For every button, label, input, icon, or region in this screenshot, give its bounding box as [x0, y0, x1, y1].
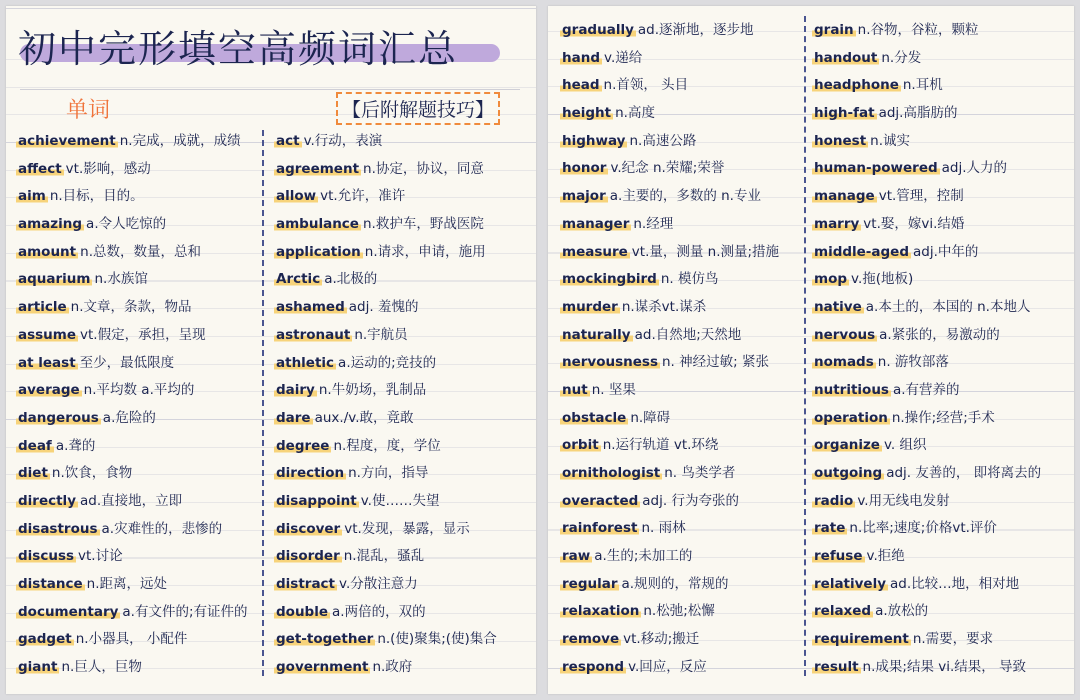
vocab-definition: a.放松的 [875, 603, 929, 620]
vocab-column-1 [16, 128, 268, 682]
vocab-definition: n.障碍 [630, 409, 671, 426]
vocab-word: degree [276, 437, 330, 454]
vocab-definition: vt.影响，感动 [65, 160, 151, 177]
vocab-word: middle-aged [814, 243, 910, 260]
vocab-definition: v. 组织 [883, 437, 927, 454]
vocab-definition: n.高速公路 [629, 132, 697, 149]
vocab-definition: n.运行轨道 vt.环绕 [602, 437, 719, 454]
vocab-entry [560, 183, 806, 211]
vocab-entry [560, 155, 806, 183]
vocab-entry [16, 516, 268, 544]
vocab-definition: ad.比较…地，相对地 [890, 575, 1020, 592]
vocab-definition: n.经理 [633, 215, 674, 232]
title-underline [20, 89, 520, 90]
vocab-word: agreement [276, 160, 360, 177]
vocab-definition: n. 雨林 [641, 520, 686, 537]
column-divider [804, 16, 806, 676]
vocab-word: deaf [18, 437, 52, 454]
vocab-word: measure [562, 243, 628, 260]
vocab-entry [812, 654, 1072, 682]
vocab-word: disorder [276, 548, 340, 565]
vocab-entry [274, 128, 536, 156]
vocab-word: respond [562, 658, 625, 675]
vocab-definition: a.运动的;竞技的 [338, 354, 437, 371]
vocab-entry [16, 405, 268, 433]
vocab-word: discover [276, 520, 341, 537]
vocab-word: ambulance [276, 216, 359, 233]
vocab-entry [812, 322, 1072, 350]
vocab-entry [812, 515, 1072, 543]
vocab-definition: n.操作;经营;手术 [891, 409, 995, 426]
vocab-word: gradually [562, 22, 634, 38]
vocab-entry [812, 626, 1072, 654]
vocab-definition: adj.高脂肪的 [878, 105, 958, 122]
vocab-entry [274, 294, 536, 322]
vocab-definition: vt.管理，控制 [878, 188, 964, 205]
vocab-entry [560, 322, 806, 350]
vocab-word: result [814, 658, 859, 675]
vocab-word: nut [562, 381, 588, 398]
vocab-word: documentary [18, 603, 119, 620]
vocab-definition: v.回应，反应 [628, 658, 707, 675]
vocab-word: orbit [562, 437, 599, 454]
vocab-entry [274, 377, 536, 405]
vocab-entry [560, 349, 806, 377]
vocab-definition: n. 坚果 [591, 381, 636, 398]
vocab-entry [812, 543, 1072, 571]
column-divider [262, 130, 264, 676]
vocab-word: highway [562, 132, 626, 149]
vocab-entry [812, 598, 1072, 626]
vocab-word: diet [18, 465, 48, 482]
vocab-entry [274, 626, 536, 654]
vocab-entry [560, 294, 806, 322]
vocab-definition: n.诚实 [870, 132, 911, 149]
vocab-word: achievement [18, 133, 116, 149]
vocab-word: handout [814, 49, 878, 66]
vocab-entry [274, 211, 536, 239]
vocab-entry [560, 598, 806, 626]
vocab-entry [16, 156, 268, 184]
vocab-word: discuss [18, 548, 75, 565]
vocab-word: hand [562, 49, 600, 66]
vocab-definition: n. 游牧部落 [877, 354, 949, 371]
vocab-entry [16, 433, 268, 461]
vocab-entry [812, 377, 1072, 405]
vocab-definition: n. 鸟类学者 [664, 465, 736, 481]
vocab-definition: n.高度 [615, 105, 655, 122]
tips-badge: 【后附解题技巧】 [336, 92, 500, 125]
vocab-word: nomads [814, 354, 874, 371]
vocab-word: rate [814, 520, 846, 537]
vocab-definition: adj. 羞愧的 [348, 299, 419, 316]
vocab-definition: n.谋杀vt.谋杀 [621, 298, 707, 315]
vocab-word: application [276, 243, 361, 260]
vocab-entry [274, 488, 536, 516]
vocab-entry [560, 17, 806, 45]
vocab-word: outgoing [814, 465, 883, 481]
vocab-definition: v.递给 [604, 49, 643, 66]
vocab-entry [812, 100, 1072, 128]
vocab-word: relaxed [814, 603, 872, 620]
right-page [548, 6, 1074, 694]
vocab-definition: n. 模仿鸟 [660, 271, 719, 288]
vocab-definition: a.聋的 [55, 437, 96, 454]
vocab-entry [812, 432, 1072, 460]
vocab-word: marry [814, 215, 860, 232]
vocab-word: relaxation [562, 603, 640, 620]
vocab-word: manage [814, 188, 875, 205]
vocab-word: regular [562, 575, 618, 592]
vocab-entry [560, 654, 806, 682]
vocab-entry [274, 183, 536, 211]
vocab-word: head [562, 77, 600, 94]
vocab-definition: n.耳机 [902, 77, 943, 94]
vocab-entry [812, 211, 1072, 239]
vocab-word: affect [18, 160, 62, 177]
vocab-definition: n.牛奶场，乳制品 [318, 382, 427, 399]
vocab-entry [16, 377, 268, 405]
vocab-entry [16, 488, 268, 516]
vocab-definition: a.危险的 [102, 409, 156, 426]
vocab-word: mockingbird [562, 271, 657, 288]
vocab-definition: n.首领， 头目 [603, 77, 689, 94]
vocab-entry [560, 266, 806, 294]
vocab-entry [812, 17, 1072, 45]
vocab-entry [16, 294, 268, 322]
vocab-definition: n.谷物，谷粒，颗粒 [857, 22, 979, 38]
vocab-word: allow [276, 188, 317, 205]
vocab-entry [16, 128, 268, 156]
vocab-entry [274, 654, 536, 682]
vocab-entry [274, 156, 536, 184]
vocab-definition: v.用无线电发射 [857, 492, 950, 509]
vocab-definition: n.方向，指导 [348, 465, 429, 482]
vocab-entry [16, 266, 268, 294]
vocab-definition: a.两倍的，双的 [332, 603, 426, 620]
vocab-entry [274, 239, 536, 267]
vocab-entry [812, 488, 1072, 516]
page-title: 初中完形填空高频词汇总 [18, 27, 459, 71]
vocab-word: act [276, 133, 300, 149]
vocab-entry [812, 405, 1072, 433]
vocab-definition: 至少，最低限度 [79, 354, 175, 371]
vocab-word: amount [18, 243, 77, 260]
vocab-entry [812, 460, 1072, 488]
vocab-word: average [18, 382, 80, 399]
vocab-word: giant [18, 659, 58, 676]
vocab-entry [274, 460, 536, 488]
vocab-entry [812, 45, 1072, 73]
vocab-definition: adj. 行为夸张的 [642, 492, 739, 509]
vocab-word: astronaut [276, 326, 351, 343]
vocab-entry [560, 432, 806, 460]
vocab-entry [812, 349, 1072, 377]
vocab-definition: n.宇航员 [354, 326, 408, 343]
vocab-word: remove [562, 631, 620, 648]
vocab-word: nervous [814, 326, 876, 343]
vocab-definition: n.饮食，食物 [51, 465, 133, 482]
vocab-entry [560, 239, 806, 267]
vocab-definition: ad.逐渐地，逐步地 [637, 22, 754, 38]
vocab-word: disappoint [276, 492, 357, 509]
vocab-entry [560, 626, 806, 654]
vocab-entry [274, 599, 536, 627]
vocab-definition: n.分发 [881, 49, 922, 66]
vocab-word: dare [276, 409, 311, 426]
vocab-definition: n.程度，度，学位 [333, 437, 441, 454]
vocab-word: refuse [814, 548, 863, 565]
vocab-word: Arctic [276, 271, 321, 288]
vocab-word: direction [276, 465, 345, 482]
vocab-definition: n.总数，数量，总和 [80, 243, 201, 260]
vocab-word: grain [814, 22, 854, 38]
vocab-entry [274, 350, 536, 378]
vocab-definition: ad.自然地;天然地 [634, 326, 742, 343]
vocab-entry [560, 211, 806, 239]
vocab-definition: n.松弛;松懈 [643, 603, 715, 620]
vocab-definition: n.协定，协议，同意 [363, 160, 484, 177]
vocab-entry [560, 405, 806, 433]
vocab-definition: n.距离，远处 [86, 576, 168, 592]
vocab-definition: a.生的;未加工的 [594, 548, 693, 565]
vocab-word: rainforest [562, 520, 638, 537]
vocab-entry [560, 571, 806, 599]
vocab-definition: adj.中年的 [913, 243, 979, 260]
vocab-entry [812, 183, 1072, 211]
vocab-definition: a.令人吃惊的 [86, 216, 167, 233]
vocab-word: athletic [276, 354, 335, 371]
vocab-entry [812, 294, 1072, 322]
vocab-entry [16, 183, 268, 211]
vocab-word: get-together [276, 631, 374, 648]
vocab-entry [274, 433, 536, 461]
vocab-entry [16, 239, 268, 267]
vocab-word: directly [18, 492, 76, 509]
vocab-definition: a.有营养的 [892, 381, 960, 398]
vocab-word: aquarium [18, 271, 91, 288]
vocab-word: aim [18, 188, 46, 205]
vocab-entry [274, 571, 536, 599]
vocab-word: article [18, 299, 67, 316]
vocab-entry [16, 571, 268, 599]
vocab-entry [812, 72, 1072, 100]
vocab-word: obstacle [562, 409, 627, 426]
vocab-entry [560, 128, 806, 156]
vocab-definition: n.完成，成就，成绩 [119, 133, 241, 149]
vocab-word: native [814, 298, 862, 315]
vocab-entry [812, 155, 1072, 183]
vocab-word: headphone [814, 77, 899, 94]
vocab-entry [16, 599, 268, 627]
vocab-definition: v.拖(地板) [851, 271, 914, 288]
vocab-definition: n.政府 [372, 659, 413, 676]
vocab-word: radio [814, 492, 854, 509]
vocab-column-3 [560, 17, 806, 682]
vocab-word: honor [562, 160, 607, 177]
vocab-word: mop [814, 271, 848, 288]
vocab-definition: a.有文件的;有证件的 [122, 603, 248, 620]
vocab-definition: vt.量，测量 n.测量;措施 [631, 243, 780, 260]
vocab-word: high-fat [814, 105, 875, 122]
vocab-entry [560, 100, 806, 128]
vocab-definition: a.规则的，常规的 [621, 575, 729, 592]
vocab-definition: a.北极的 [324, 271, 378, 288]
vocab-definition: adj. 友善的， 即将离去的 [886, 465, 1042, 481]
vocab-entry [16, 460, 268, 488]
vocab-definition: n.请求，申请，施用 [364, 243, 486, 260]
vocab-definition: a.本土的，本国的 n.本地人 [865, 298, 1031, 315]
vocab-definition: ad.直接地，立即 [80, 492, 183, 509]
vocab-word: at least [18, 354, 76, 371]
vocab-entry [812, 128, 1072, 156]
vocab-entry [560, 45, 806, 73]
vocab-entry [560, 460, 806, 488]
vocab-definition: vt.讨论 [78, 548, 123, 565]
vocab-word: requirement [814, 631, 909, 648]
vocab-word: ornithologist [562, 465, 661, 481]
vocab-definition: n.文章，条款，物品 [70, 299, 192, 316]
vocab-entry [16, 211, 268, 239]
vocab-entry [16, 626, 268, 654]
section-label: 单词 [66, 98, 111, 123]
vocab-word: operation [814, 409, 888, 426]
vocab-word: government [276, 659, 369, 676]
vocab-entry [16, 350, 268, 378]
vocab-definition: n.目标，目的。 [49, 188, 144, 205]
vocab-column-2 [274, 128, 536, 682]
vocab-entry [560, 488, 806, 516]
vocab-definition: v.分散注意力 [339, 576, 418, 592]
vocab-definition: vt.假定，承担，呈现 [80, 326, 206, 343]
vocab-definition: v.拒绝 [866, 548, 905, 565]
vocab-column-4 [812, 17, 1072, 682]
vocab-entry [274, 516, 536, 544]
vocab-definition: vt.允许，准许 [320, 188, 406, 205]
vocab-definition: v.使……失望 [360, 492, 440, 509]
vocab-word: double [276, 603, 328, 620]
vocab-entry [274, 405, 536, 433]
vocab-definition: adj.人力的 [941, 160, 1008, 177]
vocab-entry [274, 322, 536, 350]
vocab-definition: n. 神经过敏; 紧张 [661, 354, 769, 371]
vocab-word: relatively [814, 575, 887, 592]
vocab-definition: v.纪念 n.荣耀;荣誉 [610, 160, 725, 177]
vocab-definition: n.比率;速度;价格vt.评价 [849, 520, 997, 537]
vocab-entry [560, 72, 806, 100]
vocab-entry [16, 654, 268, 682]
vocab-entry [274, 266, 536, 294]
vocab-word: distance [18, 576, 83, 592]
vocab-word: disastrous [18, 520, 98, 537]
vocab-definition: vt.娶，嫁vi.结婚 [863, 215, 965, 232]
vocab-word: nutritious [814, 381, 889, 398]
vocab-word: distract [276, 576, 336, 592]
vocab-word: nervousness [562, 354, 658, 371]
vocab-definition: a.主要的，多数的 n.专业 [609, 188, 761, 205]
vocab-definition: n.小器具， 小配件 [75, 631, 188, 648]
vocab-definition: n.需要，要求 [912, 631, 994, 648]
vocab-entry [560, 543, 806, 571]
vocab-definition: n.(使)聚集;(使)集合 [377, 631, 497, 648]
vocab-definition: n.水族馆 [94, 271, 148, 288]
vocab-entry [812, 571, 1072, 599]
vocab-word: major [562, 188, 606, 205]
vocab-word: ashamed [276, 299, 345, 316]
vocab-definition: n.成果;结果 vi.结果， 导致 [862, 658, 1027, 675]
vocab-word: naturally [562, 326, 631, 343]
vocab-definition: a.紧张的，易激动的 [879, 326, 1000, 343]
vocab-word: raw [562, 548, 591, 565]
vocab-word: murder [562, 298, 618, 315]
vocab-definition: n.混乱，骚乱 [343, 548, 425, 565]
vocab-entry [16, 543, 268, 571]
vocab-word: organize [814, 437, 880, 454]
vocab-word: assume [18, 326, 77, 343]
vocab-definition: aux./v.敢，竟敢 [314, 409, 414, 426]
vocab-entry [812, 266, 1072, 294]
vocab-definition: n.平均数 a.平均的 [83, 382, 195, 399]
vocab-entry [560, 515, 806, 543]
vocab-word: manager [562, 215, 630, 232]
vocab-word: amazing [18, 216, 83, 233]
vocab-definition: vt.发现，暴露，显示 [344, 520, 470, 537]
vocab-entry [812, 239, 1072, 267]
vocab-definition: v.行动，表演 [303, 133, 383, 149]
vocab-word: dangerous [18, 409, 99, 426]
vocab-entry [560, 377, 806, 405]
vocab-word: human-powered [814, 160, 938, 177]
vocab-word: honest [814, 132, 867, 149]
vocab-word: dairy [276, 382, 315, 399]
vocab-definition: vt.移动;搬迁 [623, 631, 700, 648]
vocab-definition: n.巨人，巨物 [61, 659, 142, 676]
left-page [6, 6, 536, 694]
vocab-definition: a.灾难性的，悲惨的 [101, 520, 223, 537]
vocab-word: gadget [18, 631, 72, 648]
vocab-definition: n.救护车，野战医院 [362, 216, 484, 233]
vocab-entry [274, 543, 536, 571]
vocab-entry [16, 322, 268, 350]
vocab-word: height [562, 105, 612, 122]
vocab-word: overacted [562, 492, 639, 509]
